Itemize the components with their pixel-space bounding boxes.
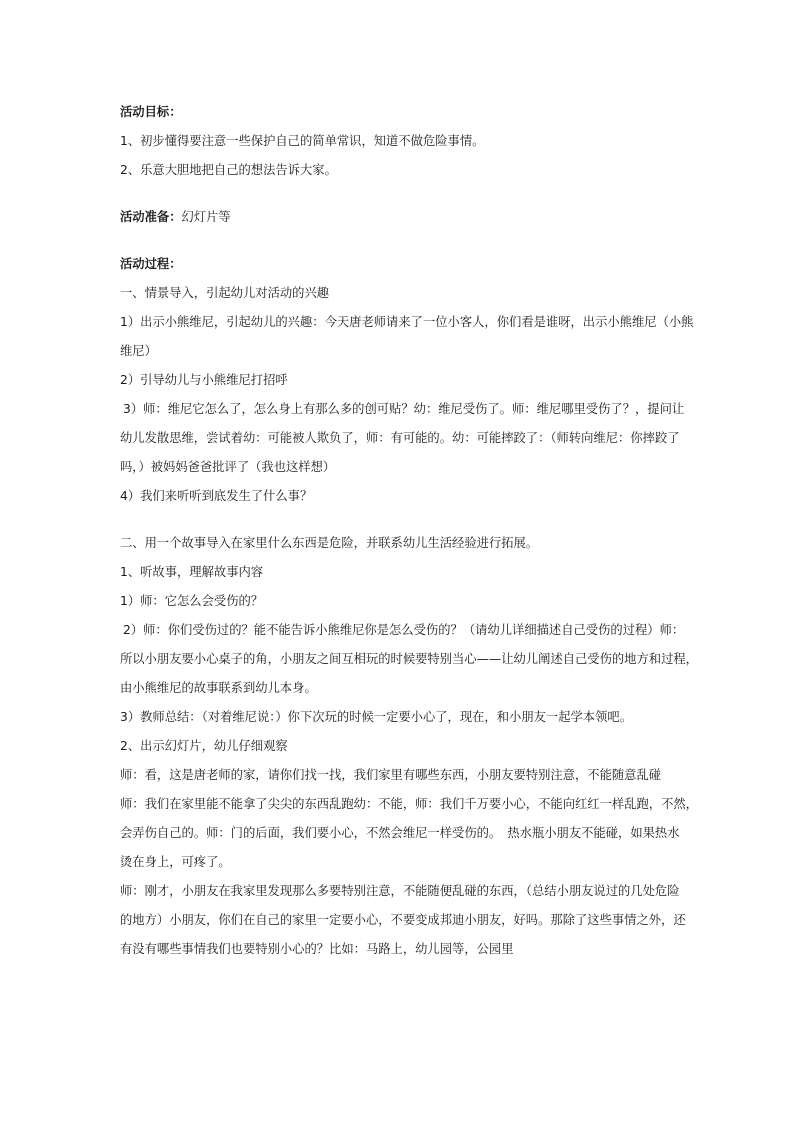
goals-heading: 活动目标： <box>120 105 182 119</box>
spacer <box>120 511 680 529</box>
paragraph-line: 师：看，这是唐老师的家，请你们找一找，我们家里有哪些东西，小朋友要特别注意，不能随意乱碰 <box>120 768 662 782</box>
paragraph-line: 所以小朋友要小心桌子的角，小朋友之间互相玩的时候要特别当心——让幼儿阐述自己受伤的地方和过程， <box>120 652 698 666</box>
prep-value: 幻灯片等 <box>181 210 231 224</box>
paragraph-line: 维尼） <box>120 344 157 358</box>
paragraph-line: 3）教师总结：（对着维尼说：）你下次玩的时候一定要小心了，现在，和小朋友一起学本领吧。 <box>120 710 632 724</box>
paragraph-line: 2、出示幻灯片，幼儿仔细观察 <box>120 739 288 753</box>
paragraph-line: 1）师：它怎么会受伤的？ <box>120 594 264 608</box>
paragraph-line: 会弄伤自己的。师：门的后面，我们要小心，不然会维尼一样受伤的。 热水瓶小朋友不能碰，如果热水 <box>120 826 680 840</box>
paragraph-line: 4）我们来听听到底发生了什么事？ <box>120 489 313 503</box>
paragraph-line: 吗，）被妈妈爸爸批评了（我也这样想） <box>120 460 336 474</box>
paragraph-line: 1、听故事，理解故事内容 <box>120 565 264 579</box>
paragraph-line: 由小熊维尼的故事联系到幼儿本身。 <box>120 681 317 695</box>
prep-heading: 活动准备： <box>120 210 182 224</box>
spacer <box>120 232 680 250</box>
paragraph-line: 幼儿发散思维，尝试着幼：可能被人欺负了，师：有可能的。幼：可能摔跤了：（师转向维尼：你摔跤了 <box>120 431 680 445</box>
goal-item-2: 2、乐意大胆地把自己的想法告诉大家。 <box>120 163 337 177</box>
paragraph-line: 3）师：维尼它怎么了，怎么身上有那么多的创可贴？幼：维尼受伤了。师：维尼哪里受伤了？，提问让 <box>123 402 685 416</box>
paragraph-line: 1）出示小熊维尼，引起幼儿的兴趣：今天唐老师请来了一位小客人，你们看是谁呀，出示小熊维尼（小熊 <box>120 315 694 329</box>
paragraph-line: 有没有哪些事情我们也要特别小心的？比如：马路上，幼儿园等，公园里 <box>120 942 514 956</box>
paragraph-line: 的地方）小朋友，你们在自己的家里一定要小心，不要变成邦迪小朋友，好吗。那除了这些事情之外，还 <box>120 913 686 927</box>
document-page <box>120 98 698 964</box>
paragraph-line: 烫在身上，可疼了。 <box>120 855 231 869</box>
part1-title: 一、情景导入，引起幼儿对活动的兴趣 <box>120 286 330 300</box>
paragraph-line: 2）师：你们受伤过的？能不能告诉小熊维尼你是怎么受伤的？（请幼儿详细描述自己受伤的过程）师： <box>123 623 685 637</box>
goal-item-1: 1、初步懂得要注意一些保护自己的简单常识，知道不做危险事情。 <box>120 134 485 148</box>
prep-line <box>120 203 680 232</box>
paragraph-line: 师：刚才，小朋友在我家里发现那么多要特别注意，不能随便乱碰的东西，（总结小朋友说过的几处危险 <box>120 884 680 898</box>
paragraph-line: 师：我们在家里能不能拿了尖尖的东西乱跑幼：不能，师：我们千万要小心，不能向红红一样乱跑，不然， <box>120 797 698 811</box>
paragraph-line: 2）引导幼儿与小熊维尼打招呼 <box>120 373 288 387</box>
spacer <box>120 185 680 203</box>
part2-title: 二、用一个故事导入在家里什么东西是危险，并联系幼儿生活经验进行拓展。 <box>120 536 539 550</box>
process-heading: 活动过程： <box>120 257 182 271</box>
